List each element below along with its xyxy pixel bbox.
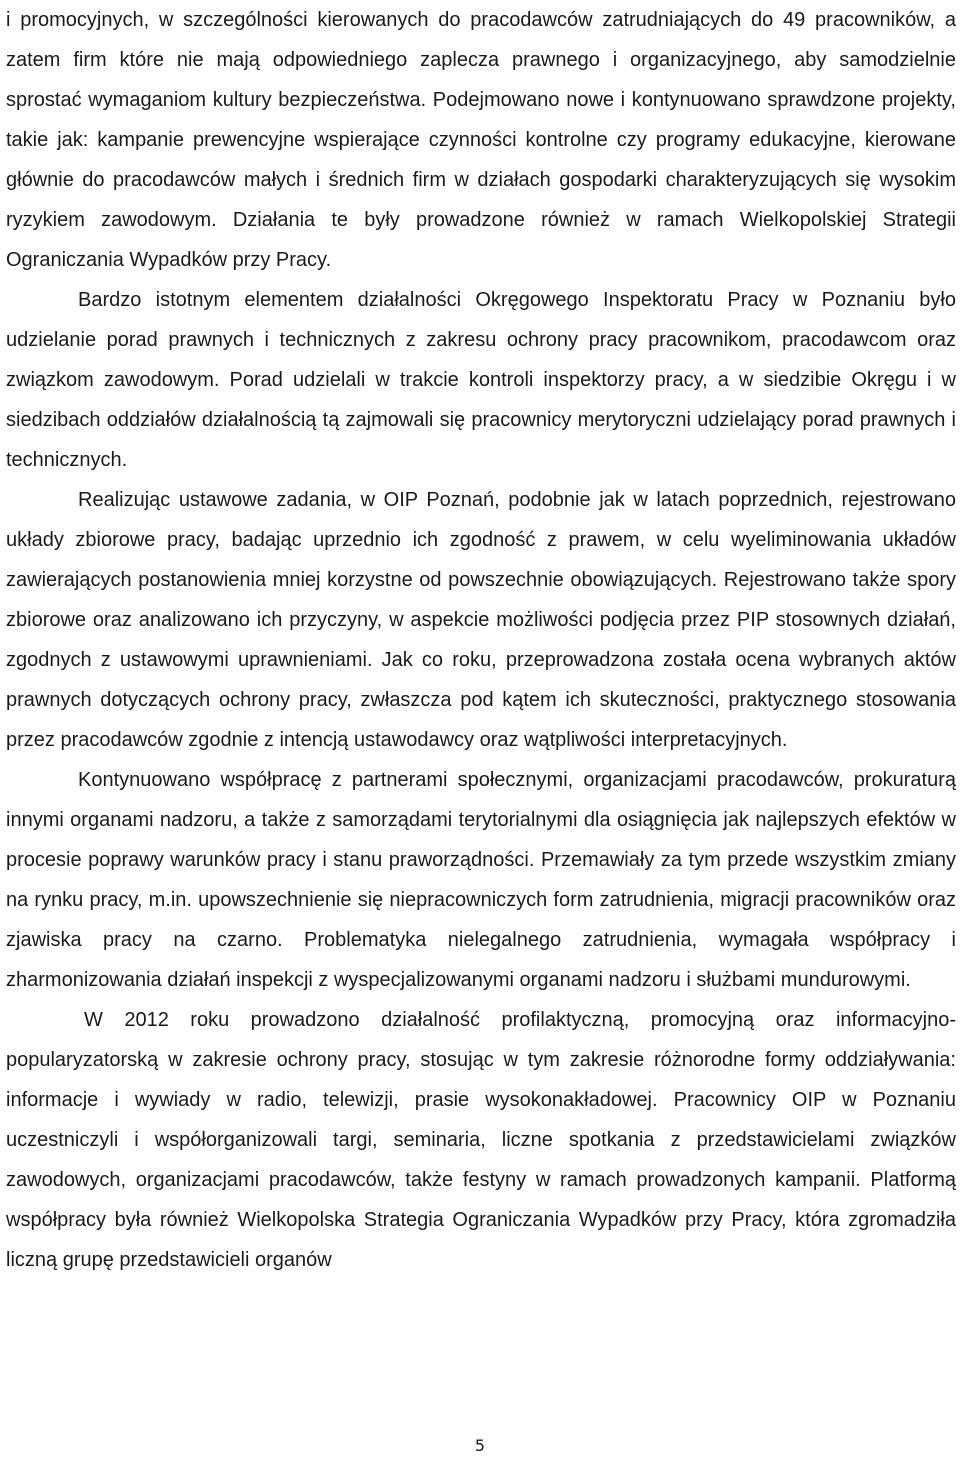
- paragraph-collective-agreements: Realizując ustawowe zadania, w OIP Poznań, podobnie jak w latach poprzednich, rejestrowano układy zbiorowe pracy, badając uprzednio ich zgodność z prawem, w celu wyeliminowania układów zawierających postanowienia mniej korzystne od powszechnie obowiązujących. Rejestrowano także spory zbiorowe oraz analizowano ich przyczyny, w aspekcie możliwości podjęcia przez PIP stosownych działań, zgodnych z ustawowymi uprawnieniami. Jak co roku, przeprowadzona została ocena wybranych aktów prawnych dotyczących ochrony pracy, zwłaszcza pod kątem ich skuteczności, praktycznego stosowania przez pracodawców zgodnie z intencją ustawodawcy oraz wątpliwości interpretacyjnych.: [6, 489, 956, 751]
- page-number: 5: [474, 1436, 486, 1455]
- paragraph-cooperation: Kontynuowano współpracę z partnerami społecznymi, organizacjami pracodawców, prokuraturą innymi organami nadzoru, a także z samorządami terytorialnymi dla osiągnięcia jak najlepszych efektów w procesie poprawy warunków pracy i stanu praworządności. Przemawiały za tym przede wszystkim zmiany na rynku pracy, m.in. upowszechnienie się niepracowniczych form zatrudnienia, migracji pracowników oraz zjawiska pracy na czarno. Problematyka nielegalnego zatrudnienia, wymagała współpracy i zharmonizowania działań inspekcji z wyspecjalizowanymi organami nadzoru i służbami mundurowymi.: [6, 769, 956, 991]
- document-body: [6, 0, 956, 1280]
- paragraph-legal-advice: Bardzo istotnym elementem działalności Okręgowego Inspektoratu Pracy w Poznaniu było udzielanie porad prawnych i technicznych z zakresu ochrony pracy pracownikom, pracodawcom oraz związkom zawodowym. Porad udzielali w trakcie kontroli inspektorzy pracy, a w siedzibie Okręgu i w siedzibach oddziałów działalnością tą zajmowali się pracownicy merytoryczni udzielający porad prawnych i technicznych.: [6, 289, 956, 471]
- paragraph-prevention-activities: W 2012 roku prowadzono działalność profilaktyczną, promocyjną oraz informacyjno-popularyzatorską w zakresie ochrony pracy, stosując w tym zakresie różnorodne formy oddziaływania: informacje i wywiady w radio, telewizji, prasie wysokonakładowej. Pracownicy OIP w Poznaniu uczestniczyli i współorganizowali targi, seminaria, liczne spotkania z przedstawicielami związków zawodowych, organizacjami pracodawców, także festyny w ramach prowadzonych kampanii. Platformą współpracy była również Wielkopolska Strategia Ograniczania Wypadków przy Pracy, która zgromadziła liczną grupę przedstawicieli organów: [6, 1009, 956, 1271]
- paragraph-continuation: i promocyjnych, w szczególności kierowanych do pracodawców zatrudniających do 49 pracowników, a zatem firm które nie mają odpowiedniego zaplecza prawnego i organizacyjnego, aby samodzielnie sprostać wymaganiom kultury bezpieczeństwa. Podejmowano nowe i kontynuowano sprawdzone projekty, takie jak: kampanie prewencyjne wspierające czynności kontrolne czy programy edukacyjne, kierowane głównie do pracodawców małych i średnich firm w działach gospodarki charakteryzujących się wysokim ryzykiem zawodowym. Działania te były prowadzone również w ramach Wielkopolskiej Strategii Ograniczania Wypadków przy Pracy.: [6, 9, 956, 271]
